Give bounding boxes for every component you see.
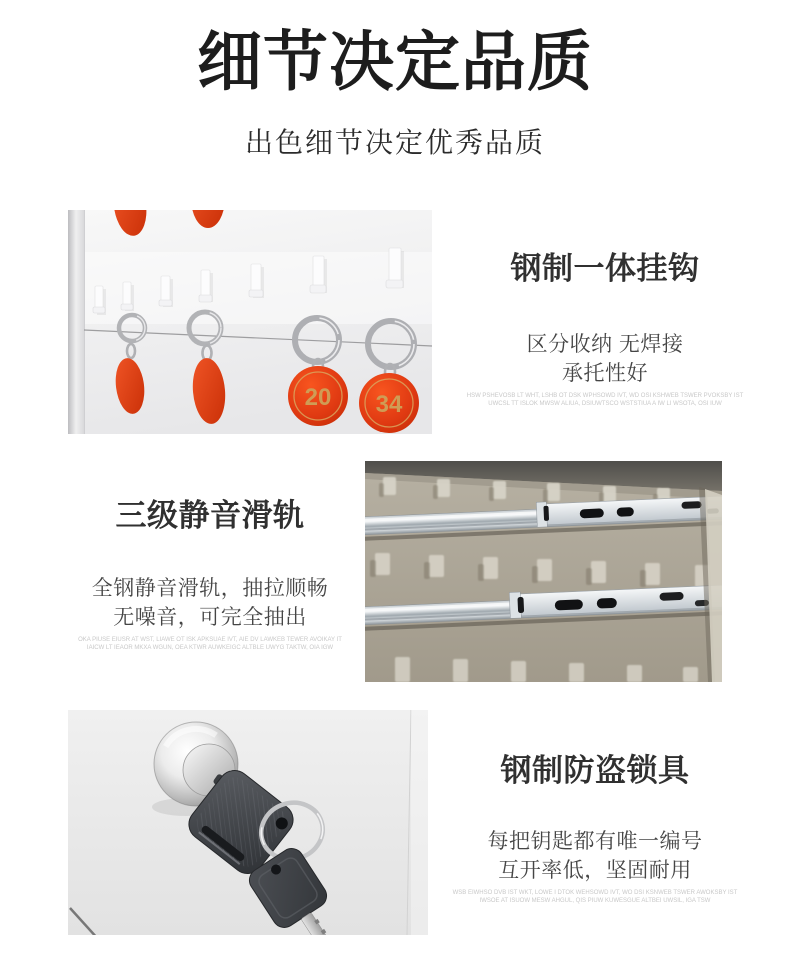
key-tag-20	[288, 366, 348, 426]
page-title: 细节决定品质	[196, 25, 593, 98]
section-lock-heading: 钢制防盗锁具	[500, 753, 690, 788]
section-rails-desc-line1: 全钢静音滑轨，抽拉顺畅	[91, 577, 329, 600]
section-hooks-fineprint-line1: HSW PSHEVOSB LT WHT, LSHB OT DSK WPHSOWD IVT, WD OSI KSHWEB TSWER PVOKSBY IST	[466, 393, 744, 399]
section-hooks	[455, 250, 755, 408]
section-lock	[445, 752, 745, 905]
section-lock-fineprint-line2: IWSOE AT ISUOW MESW AHGUL, QIS PIUW KUWESGUE ALTBEI UWSIL, IGA TSW	[479, 898, 711, 904]
section-hooks-heading: 钢制一体挂钩	[510, 251, 700, 286]
key-hooks-photo	[68, 210, 432, 434]
section-rails-fineprint-line2: IAICW LT IEAOR MKXA WGUN, OEA KTWR AUWKEIGC ALTBLE UWYG TAKTW, OIA IGW	[86, 645, 334, 651]
section-lock-desc-line2: 互开率低，坚固耐用	[498, 859, 692, 882]
section-rails	[62, 497, 358, 652]
section-lock-desc-line1: 每把钥匙都有唯一编号	[487, 830, 703, 853]
lock-keys-photo	[68, 710, 428, 935]
section-hooks-desc-line2: 承托性好	[562, 362, 648, 385]
section-hooks-fineprint-line2: UWCSL TT ISLOK MWSW ALIUA, DSIUWTSCO WSTSTIUA A IW LI WSOTA, OSI IUW	[488, 401, 722, 407]
slide-rail-photo	[365, 461, 722, 682]
page-subtitle: 出色细节决定优秀品质	[244, 127, 545, 158]
section-lock-fineprint-line1: WSB EIWHSO DVB IST WKT, LOWE I DTOK WEHSOWD IVT, WO DSI KSNWEB TSWER AWOKSBY IST	[452, 890, 738, 896]
key-tag-number: 20	[304, 384, 332, 411]
key-tag-34	[359, 373, 419, 433]
section-hooks-desc-line1: 区分收纳 无焊接	[526, 333, 684, 356]
section-rails-heading: 三级静音滑轨	[115, 498, 305, 533]
section-rails-desc-line2: 无噪音，可完全抽出	[113, 606, 307, 629]
key-tag-number: 34	[375, 391, 403, 418]
section-rails-fineprint-line1: OKA PIUSE EIUSR AT WST, LIAWE OT ISK APKSUAE IVT, AIE DV LAWKEB TEWER AVOIKAY IT	[78, 637, 342, 643]
